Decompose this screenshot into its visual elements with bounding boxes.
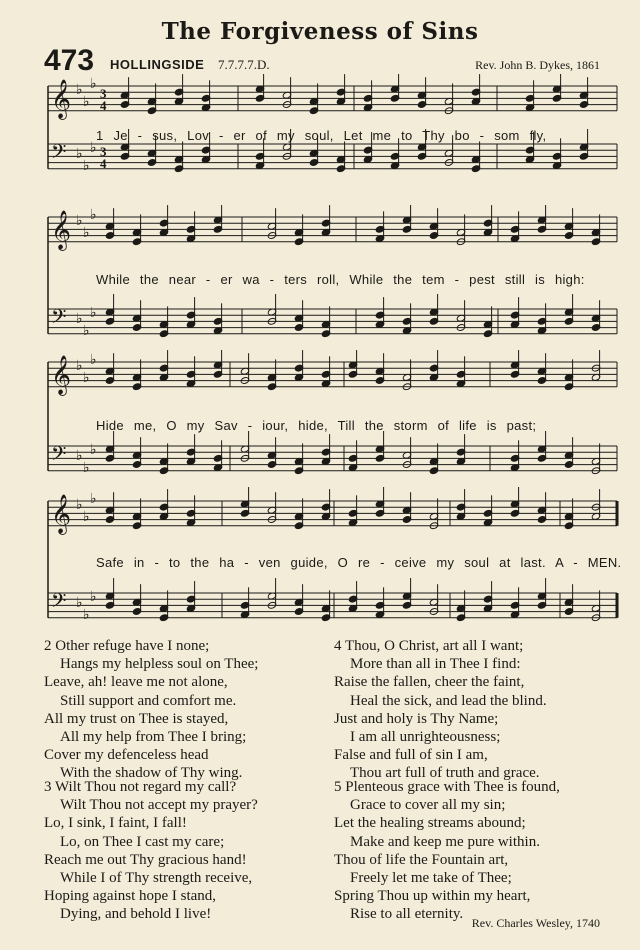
flat-icon: ♭ [90, 305, 97, 321]
flat-icon: ♭ [83, 225, 90, 241]
verse-line: Thou of life the Fountain art, [334, 851, 509, 868]
meter: 7.7.7.7.D. [218, 57, 270, 72]
treble-clef-icon: 𝄞 [51, 494, 72, 534]
flat-icon: ♭ [83, 370, 90, 386]
flat-icon: ♭ [90, 140, 97, 156]
bass-clef-icon: 𝄢 [51, 140, 67, 168]
time-signature-top: 3 [100, 86, 107, 101]
lyric-line-4: Safe in - to the ha - ven guide, O re - ceive my soul at last. A - MEN. [96, 555, 622, 570]
verse-line: All my trust on Thee is stayed, [44, 710, 229, 727]
lyric-line-3: Hide me, O my Sav - iour, hide, Till the storm of life is past; [96, 418, 537, 433]
hymn-number: 473 [44, 44, 95, 77]
composer: Rev. John B. Dykes, 1861 [475, 58, 600, 72]
verse-line: I am all unrighteousness; [350, 729, 501, 746]
lyric-line-2: While the near - er wa - ters roll, While the tem - pest still is high: [96, 272, 585, 287]
verse-4 [334, 637, 547, 783]
verse-line: 4 Thou, O Christ, art all I want; [334, 638, 524, 654]
verse-line: With the shadow of Thy wing. [60, 765, 243, 782]
verse-line: Hoping against hope I stand, [44, 888, 217, 905]
verse-3 [44, 778, 258, 924]
flat-icon: ♭ [83, 94, 90, 110]
treble-clef-icon: 𝄞 [51, 210, 72, 250]
verse-line: Just and holy is Thy Name; [334, 710, 499, 727]
flat-icon: ♭ [90, 491, 97, 507]
verse-5 [334, 778, 560, 924]
verse-line: Lo, I sink, I faint, I fall! [44, 815, 187, 832]
verse-line: More than all in Thee I find: [350, 656, 521, 673]
verse-line: Raise the fallen, cheer the faint, [334, 674, 525, 691]
flat-icon: ♭ [90, 352, 97, 368]
verse-line: Wilt Thou not accept my prayer? [60, 797, 258, 814]
flat-icon: ♭ [76, 595, 83, 611]
flat-icon: ♭ [83, 460, 90, 476]
flat-icon: ♭ [83, 607, 90, 623]
verse-line: 2 Other refuge have I none; [44, 638, 210, 654]
flat-icon: ♭ [76, 311, 83, 327]
verse-line: False and full of sin I am, [334, 747, 488, 764]
bass-clef-icon: 𝄢 [51, 305, 67, 333]
flat-icon: ♭ [90, 207, 97, 223]
flat-icon: ♭ [90, 76, 97, 92]
flat-icon: ♭ [76, 146, 83, 162]
time-signature-bottom: 4 [100, 98, 107, 113]
lyric-line-1: 1 Je - sus, Lov - er of my soul, Let me to Thy bo - som fly, [96, 128, 547, 143]
time-signature-bottom: 4 [100, 156, 107, 171]
flat-icon: ♭ [76, 213, 83, 229]
flat-icon: ♭ [76, 358, 83, 374]
verse-line: While I of Thy strength receive, [60, 870, 253, 887]
verse-line: Thou art full of truth and grace. [350, 765, 540, 782]
flat-icon: ♭ [76, 497, 83, 513]
verse-line: Cover my defenceless head [44, 747, 209, 764]
verse-line: Dying, and behold I live! [60, 906, 212, 923]
verse-line: Lo, on Thee I cast my care; [60, 833, 225, 850]
verse-line: Rise to all eternity. [350, 906, 464, 923]
flat-icon: ♭ [90, 442, 97, 458]
verse-line: Make and keep me pure within. [350, 833, 540, 850]
bass-clef-icon: 𝄢 [51, 589, 67, 617]
bass-clef-icon: 𝄢 [51, 442, 67, 470]
flat-icon: ♭ [76, 448, 83, 464]
verse-line: Heal the sick, and lead the blind. [350, 692, 547, 709]
flat-icon: ♭ [83, 509, 90, 525]
time-signature-top: 3 [100, 144, 107, 159]
flat-icon: ♭ [83, 158, 90, 174]
verse-2 [44, 637, 258, 783]
flat-icon: ♭ [76, 82, 83, 98]
verse-line: Hangs my helpless soul on Thee; [60, 656, 259, 673]
author: Rev. Charles Wesley, 1740 [471, 916, 600, 930]
verse-line: Spring Thou up within my heart, [334, 888, 531, 905]
treble-clef-icon: 𝄞 [51, 355, 72, 395]
verse-line: Let the healing streams abound; [334, 815, 526, 832]
verse-line: Reach me out Thy gracious hand! [44, 851, 247, 868]
hymn-title: The Forgiveness of Sins [161, 18, 479, 45]
verse-line: Grace to cover all my sin; [350, 797, 506, 814]
verse-line: Still support and comfort me. [60, 692, 237, 709]
verse-line: 3 Wilt Thou not regard my call? [44, 779, 237, 795]
verse-line: 5 Plenteous grace with Thee is found, [334, 779, 560, 795]
flat-icon: ♭ [90, 589, 97, 605]
verse-line: Leave, ah! leave me not alone, [44, 674, 228, 691]
verse-line: Freely let me take of Thee; [350, 870, 512, 887]
flat-icon: ♭ [83, 323, 90, 339]
treble-clef-icon: 𝄞 [51, 79, 72, 119]
verse-line: All my help from Thee I bring; [60, 729, 247, 746]
tune-name: HOLLINGSIDE [110, 57, 205, 72]
